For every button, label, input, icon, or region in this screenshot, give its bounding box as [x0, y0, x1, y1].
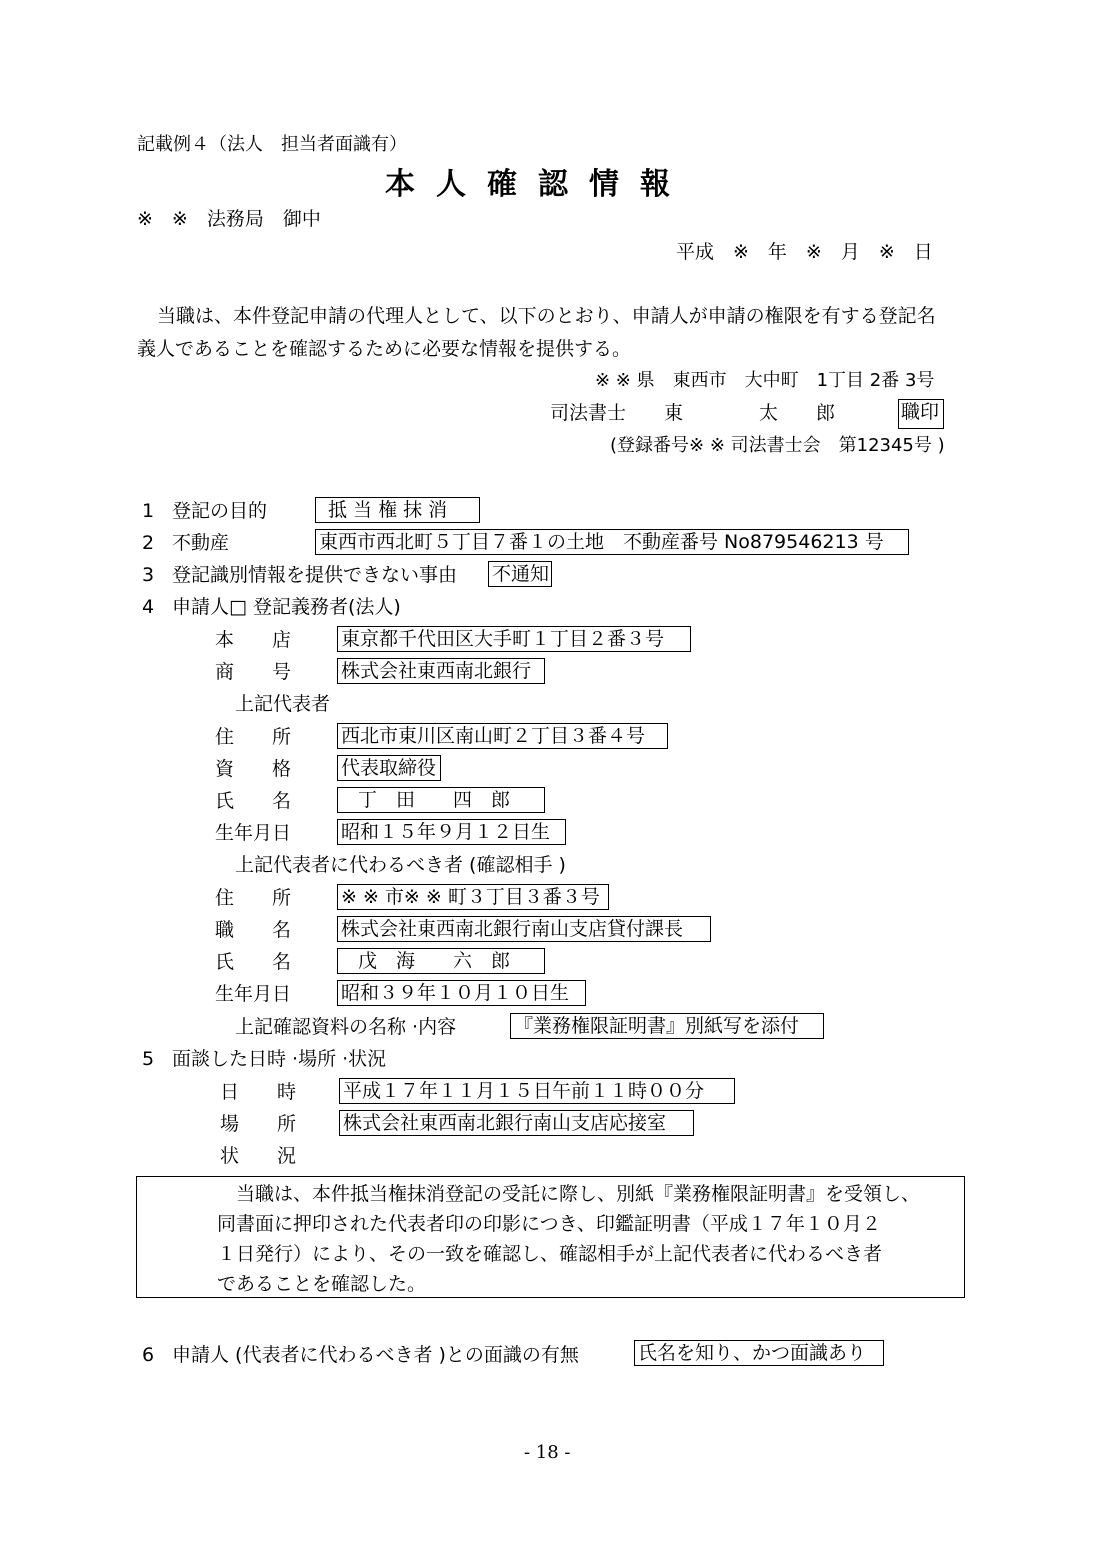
agent-post-label: 職 名 [215, 919, 292, 941]
purpose-label: 登記の目的 [172, 500, 268, 522]
scrivener-address: ※ ※ 県 東西市 大中町 1丁目 2番 3号 [595, 370, 935, 391]
agent-name-label: 氏 名 [215, 951, 292, 973]
intro-line-2: 義人であることを確認するために必要な情報を提供する。 [137, 338, 632, 360]
addressee: ※ ※ 法務局 御中 [137, 208, 321, 230]
document-title: 本人確認情報 [385, 167, 691, 202]
property-label: 不動産 [172, 532, 230, 554]
agent-heading: 上記代表者に代わるべき者 (確認相手 ) [235, 854, 566, 876]
reason-label: 登記識別情報を提供できない事由 [172, 564, 458, 586]
status-line-1: 当職は、本件抵当権抹消登記の受託に際し、別紙『業務権限証明書』を受領し、 [217, 1183, 921, 1205]
status-label: 状 況 [220, 1145, 297, 1167]
purpose-value: 抵 当 権 抹 消 [315, 497, 480, 523]
rep-name-label: 氏 名 [215, 790, 292, 812]
item-number-4: 4 [142, 596, 155, 618]
scrivener-name: 司法書士 東 太 郎 [550, 402, 836, 424]
status-line-4: であることを確認した。 [217, 1273, 427, 1295]
property-value: 東西市西北町５丁目７番１の土地 不動産番号 No879546213 号 [315, 529, 909, 555]
rep-address-value: 西北市東川区南山町２丁目３番４号 [337, 723, 668, 749]
head-office-value: 東京都千代田区大手町１丁目２番３号 [337, 626, 691, 652]
status-line-3: １日発行）により、その一致を確認し、確認相手が上記代表者に代わるべき者 [217, 1243, 883, 1265]
agent-birthdate-label: 生年月日 [215, 983, 292, 1005]
datetime-value: 平成１７年１１月１５日午前１１時００分 [339, 1078, 735, 1104]
applicant-label: 申請人□ 登記義務者(法人) [172, 596, 401, 618]
agent-post-value: 株式会社東西南北銀行南山支店貸付課長 [337, 916, 711, 942]
official-seal-box: 職印 [898, 399, 944, 429]
datetime-label: 日 時 [220, 1081, 297, 1103]
item-number-3: 3 [142, 564, 155, 586]
acquaintance-label: 申請人 (代表者に代わるべき者 )との面識の有無 [172, 1344, 579, 1366]
page-number: - 18 - [524, 1442, 571, 1463]
rep-address-label: 住 所 [215, 726, 292, 748]
document-value: 『業務権限証明書』別紙写を添付 [510, 1013, 824, 1039]
trade-name-value: 株式会社東西南北銀行 [337, 658, 545, 684]
rep-name-value: 丁 田 四 郎 [337, 787, 545, 813]
place-label: 場 所 [220, 1113, 297, 1135]
agent-name-value: 戊 海 六 郎 [337, 948, 545, 974]
status-box [136, 1176, 965, 1298]
status-line-2: 同書面に押印された代表者印の印影につき、印鑑証明書（平成１７年１０月２ [217, 1213, 881, 1235]
representative-heading: 上記代表者 [235, 693, 331, 715]
agent-birthdate-value: 昭和３９年１０月１０日生 [337, 980, 586, 1006]
item-number-1: 1 [142, 500, 155, 522]
agent-address-value: ※ ※ 市※ ※ 町３丁目３番３号 [337, 884, 609, 910]
item-number-5: 5 [142, 1048, 155, 1070]
agent-address-label: 住 所 [215, 887, 292, 909]
registration-number: (登録番号※ ※ 司法書士会 第12345号 ) [610, 435, 945, 456]
example-label: 記載例４（法人 担当者面識有） [137, 134, 407, 155]
intro-line-1: 当職は、本件登記申請の代理人として、以下のとおり、申請人が申請の権限を有する登記名 [157, 305, 936, 327]
document-label: 上記確認資料の名称 ·内容 [235, 1016, 457, 1038]
place-value: 株式会社東西南北銀行南山支店応接室 [339, 1110, 694, 1136]
date-line: 平成 ※ 年 ※ 月 ※ 日 [676, 241, 933, 263]
head-office-label: 本 店 [215, 629, 292, 651]
rep-qualification-value: 代表取締役 [337, 755, 441, 781]
rep-qualification-label: 資 格 [215, 758, 292, 780]
item-number-6: 6 [142, 1344, 155, 1366]
acquaintance-value: 氏名を知り、かつ面識あり [634, 1340, 884, 1366]
interview-label: 面談した日時 ·場所 ·状況 [172, 1048, 387, 1070]
rep-birthdate-label: 生年月日 [215, 822, 292, 844]
rep-birthdate-value: 昭和１５年９月１２日生 [337, 819, 566, 845]
reason-value: 不通知 [488, 561, 552, 587]
trade-name-label: 商 号 [215, 661, 292, 683]
item-number-2: 2 [142, 532, 155, 554]
